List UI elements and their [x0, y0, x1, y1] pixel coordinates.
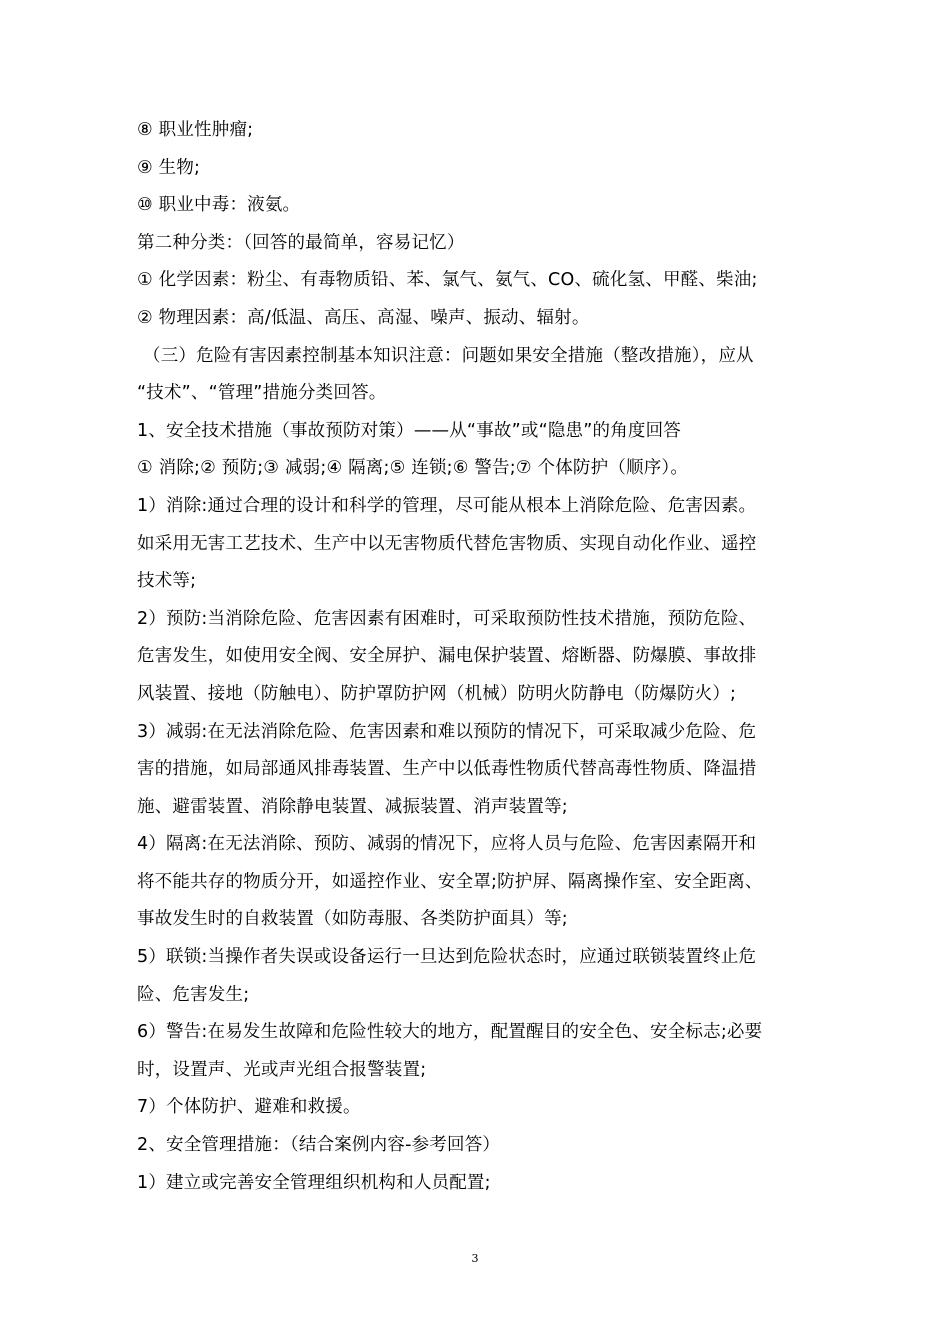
text-line: 施、避雷装置、消除静电装置、减振装置、消声装置等; [137, 796, 568, 817]
text-line: “技术”、“管理”措施分类回答。 [137, 383, 387, 404]
subsection-heading: 1、安全技术措施（事故预防对策）——从“事故”或“隐患”的角度回答 [137, 420, 681, 441]
body-text [137, 112, 817, 1202]
page-number: 3 [471, 1252, 479, 1265]
text-line: 害的措施，如局部通风排毒装置、生产中以低毒性物质代替高毒性物质、降温措 [137, 759, 757, 780]
text-line: 事故发生时的自救装置（如防毒服、各类防护面具）等; [137, 909, 568, 930]
text-line: 4）隔离:在无法消除、预防、减弱的情况下，应将人员与危险、危害因素隔开和 [137, 834, 757, 855]
text-line: 1）建立或完善安全管理组织机构和人员配置; [137, 1172, 491, 1193]
text-line: ⑧ 职业性肿瘤; [137, 120, 254, 140]
text-line: ② 物理因素：高/低温、高压、高湿、噪声、振动、辐射。 [137, 307, 590, 328]
text-line: 2）预防:当消除危险、危害因素有困难时，可采取预防性技术措施，预防危险、 [137, 608, 757, 629]
text-line: 如采用无害工艺技术、生产中以无害物质代替危害物质、实现自动化作业、遥控 [137, 533, 757, 554]
text-line: 时，设置声、光或声光组合报警装置; [137, 1059, 427, 1080]
text-line: 险、危害发生; [137, 984, 250, 1005]
text-line: 1）消除:通过合理的设计和科学的管理，尽可能从根本上消除危险、危害因素。 [137, 495, 757, 516]
text-line: ① 化学因素：粉尘、有毒物质铅、苯、氯气、氨气、CO、硫化氢、甲醛、柴油; [137, 270, 758, 291]
text-line: ⑨ 生物; [137, 157, 201, 178]
subsection-heading: 2、安全管理措施：（结合案例内容-参考回答） [137, 1135, 501, 1156]
text-line: 第二种分类：（回答的最简单，容易记忆） [137, 232, 465, 253]
text-line: 5）联锁:当操作者失误或设备运行一旦达到危险状态时，应通过联锁装置终止危 [137, 947, 757, 968]
text-line: 危害发生，如使用安全阀、安全屏护、漏电保护装置、熔断器、防爆膜、事故排 [137, 646, 757, 667]
text-line: 将不能共存的物质分开，如遥控作业、安全罩;防护屏、隔离操作室、安全距离、 [137, 871, 763, 892]
section-heading: （三）危险有害因素控制基本知识注意：问题如果安全措施（整改措施），应从 [143, 345, 754, 366]
text-line: 6）警告:在易发生故障和危险性较大的地方，配置醒目的安全色、安全标志;必要 [137, 1022, 763, 1043]
text-line: ① 消除;② 预防;③ 减弱;④ 隔离;⑤ 连锁;⑥ 警告;⑦ 个体防护（顺序）。 [137, 458, 689, 479]
text-line: 技术等; [137, 571, 197, 592]
text-line: 3）减弱:在无法消除危险、危害因素和难以预防的情况下，可采取减少危险、危 [137, 721, 757, 742]
text-line: 风装置、接地（防触电）、防护罩防护网（机械）防明火防静电（防爆防火）; [137, 683, 737, 704]
text-line: 7）个体防护、避难和救援。 [137, 1097, 361, 1118]
text-line: ⑩ 职业中毒：液氨。 [137, 195, 301, 216]
